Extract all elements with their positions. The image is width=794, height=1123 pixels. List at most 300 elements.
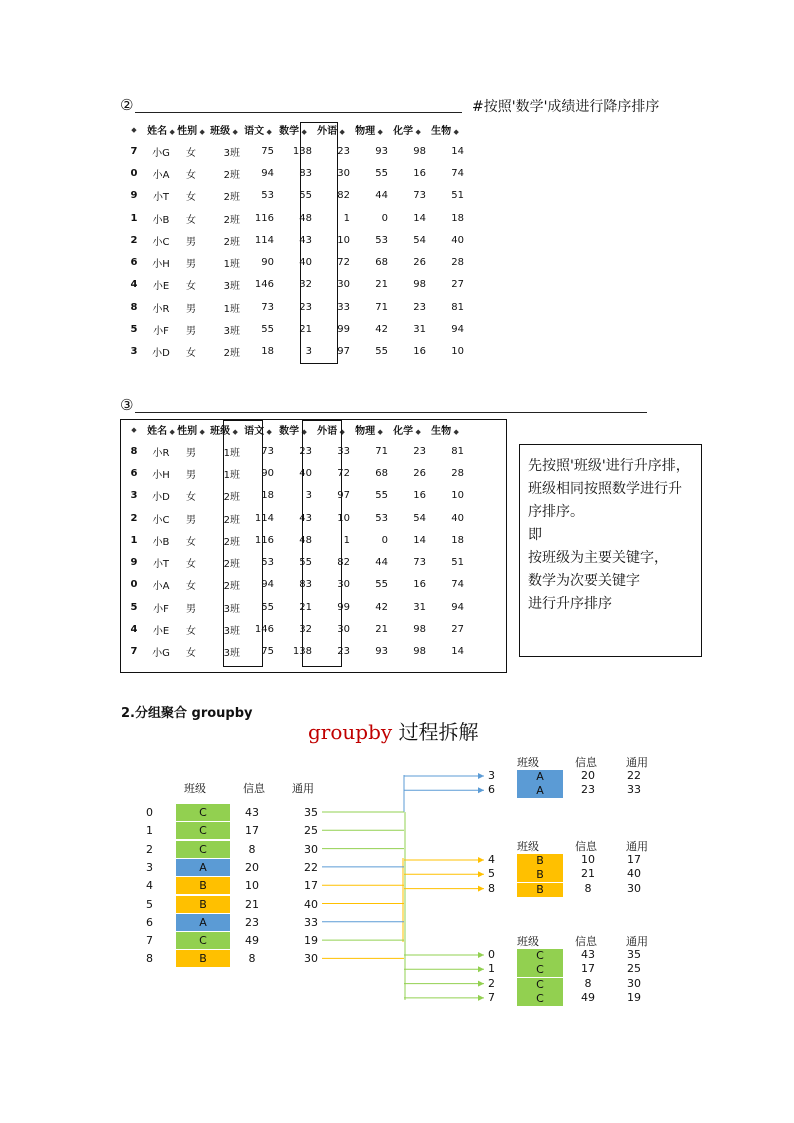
table-cell: 72 — [337, 467, 350, 479]
table-cell: 23 — [413, 445, 426, 457]
table-cell: 男 — [186, 326, 196, 338]
table-cell: 40 — [299, 467, 312, 479]
arrow-head — [478, 981, 484, 987]
table-cell: 3 — [305, 346, 312, 358]
table-cell: 54 — [413, 512, 426, 524]
table-cell: 114 — [254, 234, 274, 246]
row-index: 9 — [130, 557, 138, 569]
table-cell: 14 — [413, 534, 426, 546]
table-cell: 73 — [261, 301, 274, 313]
table-cell: 73 — [413, 190, 426, 202]
table-cell: 42 — [375, 601, 388, 613]
sort-icon[interactable]: ◆ — [131, 125, 137, 134]
class-cell-A: A — [517, 784, 563, 798]
sort-icon[interactable]: ◆ — [230, 427, 238, 436]
table-cell: 1班 — [223, 259, 240, 271]
table-cell: 94 — [261, 167, 274, 179]
table-cell: 72 — [337, 257, 350, 269]
table-cell: 99 — [337, 324, 350, 336]
class-cell-A: A — [176, 859, 230, 876]
table-cell: 74 — [451, 167, 464, 179]
table-cell: 0 — [381, 212, 388, 224]
sort-icon[interactable]: ◆ — [167, 427, 175, 436]
table-cell: 90 — [261, 467, 274, 479]
table-cell: 21 — [299, 324, 312, 336]
column-header-label: 化学 — [393, 125, 414, 137]
table-cell: 女 — [186, 281, 196, 293]
table-cell: 23 — [337, 145, 350, 157]
class-cell-B: B — [517, 883, 563, 897]
row-index: 8 — [130, 301, 138, 313]
row-index: 6 — [130, 257, 138, 269]
sort-icon[interactable]: ◆ — [337, 127, 345, 136]
sort-icon[interactable]: ◆ — [197, 427, 205, 436]
table-cell: 40 — [451, 512, 464, 524]
table-cell: 16 — [413, 490, 426, 502]
table-cell: 3班 — [223, 603, 240, 615]
table-cell: 53 — [375, 512, 388, 524]
row-index: 4 — [130, 624, 138, 636]
table-cell: 44 — [375, 190, 388, 202]
table-cell: 2班 — [223, 236, 240, 248]
table-cell: 146 — [254, 624, 274, 636]
src-info: 8 — [248, 952, 256, 966]
src-info: 8 — [248, 842, 256, 856]
column-header-label: 语文 — [244, 425, 265, 437]
column-header-label: 姓名 — [147, 425, 168, 437]
arrow-head — [478, 995, 484, 1001]
table-cell: 女 — [186, 536, 196, 548]
src-info: 17 — [245, 824, 259, 838]
arrow-head — [478, 857, 484, 863]
note-line-3: 按班级为主要关键字， — [528, 550, 668, 566]
sort-icon[interactable]: ◆ — [131, 425, 137, 434]
table-cell: 18 — [261, 346, 274, 358]
table-cell: 55 — [375, 490, 388, 502]
table-cell: 55 — [375, 579, 388, 591]
column-header-label: 化学 — [393, 425, 414, 437]
table-cell: 2班 — [223, 536, 240, 548]
class-cell-C: C — [517, 992, 563, 1006]
src-index: 4 — [146, 879, 153, 893]
table-cell: 23 — [337, 646, 350, 658]
table-cell: 女 — [186, 192, 196, 204]
sort-icon[interactable]: ◆ — [299, 127, 307, 136]
src-general: 22 — [304, 860, 318, 874]
row-index: 3 — [130, 346, 138, 358]
table-cell: 男 — [186, 447, 196, 459]
column-header-label: 生物 — [431, 425, 452, 437]
arrow-head — [478, 787, 484, 793]
src-index: 7 — [146, 934, 153, 948]
table-cell: 1班 — [223, 469, 240, 481]
table-cell: 16 — [413, 346, 426, 358]
src-general: 40 — [304, 897, 318, 911]
group-index: 2 — [488, 976, 495, 990]
table-cell: 55 — [375, 167, 388, 179]
table-cell: 女 — [186, 169, 196, 181]
table-cell: 146 — [254, 279, 274, 291]
row-index: 7 — [130, 145, 138, 157]
class-cell-C: C — [176, 841, 230, 858]
class-cell-A: A — [517, 770, 563, 784]
sort-icon[interactable]: ◆ — [451, 127, 459, 136]
table-cell: 2班 — [223, 348, 240, 360]
group-general: 40 — [627, 867, 641, 881]
table-cell: 2班 — [223, 169, 240, 181]
class-cell-A: A — [176, 914, 230, 931]
table-cell: 55 — [261, 601, 274, 613]
group-header-class: 班级 — [517, 756, 539, 769]
class-cell-C: C — [176, 932, 230, 949]
table-cell: 女 — [186, 214, 196, 226]
row-index: 1 — [130, 212, 138, 224]
table-cell: 98 — [413, 279, 426, 291]
table-cell: 138 — [292, 145, 312, 157]
group-index: 3 — [488, 769, 495, 782]
table-cell: 小R — [152, 303, 170, 315]
arrow-head — [478, 886, 484, 892]
table-cell: 3 — [305, 490, 312, 502]
sort-icon[interactable]: ◆ — [337, 427, 345, 436]
table-cell: 10 — [337, 512, 350, 524]
table-cell: 82 — [337, 557, 350, 569]
table-cell: 小E — [152, 281, 170, 293]
table-cell: 27 — [451, 279, 464, 291]
group-index: 1 — [488, 962, 495, 976]
group-general: 25 — [627, 962, 641, 976]
table-cell: 小T — [152, 559, 170, 571]
table-cell: 女 — [186, 348, 196, 360]
table-cell: 小A — [152, 169, 170, 181]
group-info: 8 — [584, 881, 592, 895]
table-cell: 26 — [413, 467, 426, 479]
sort-icon[interactable]: ◆ — [375, 427, 383, 436]
group-header-general: 通用 — [626, 935, 648, 948]
table-cell: 83 — [299, 579, 312, 591]
sort-icon[interactable]: ◆ — [264, 427, 272, 436]
table-cell: 55 — [299, 190, 312, 202]
table-cell: 98 — [413, 145, 426, 157]
table-cell: 小F — [153, 326, 169, 338]
src-general: 33 — [304, 915, 318, 929]
table-cell: 2班 — [223, 559, 240, 571]
src-index: 5 — [146, 897, 153, 911]
table-cell: 51 — [451, 190, 464, 202]
table-cell: 2班 — [223, 492, 240, 504]
src-header-general: 通用 — [292, 782, 314, 795]
table-cell: 2班 — [223, 214, 240, 226]
table-cell: 30 — [337, 167, 350, 179]
src-index: 8 — [146, 952, 153, 966]
table-cell: 99 — [337, 601, 350, 613]
table-cell: 18 — [261, 490, 274, 502]
section-3-label: ③ — [120, 396, 134, 414]
row-index: 9 — [130, 190, 138, 202]
table-cell: 23 — [299, 445, 312, 457]
group-general: 17 — [627, 853, 641, 866]
class-cell-B: B — [176, 896, 230, 913]
group-info: 20 — [581, 769, 595, 782]
group-general: 30 — [627, 881, 641, 895]
src-index: 0 — [146, 806, 153, 819]
table-cell: 31 — [413, 601, 426, 613]
table-cell: 53 — [375, 234, 388, 246]
group-index: 7 — [488, 990, 495, 1004]
table-cell: 114 — [254, 512, 274, 524]
table-cell: 90 — [261, 257, 274, 269]
table-cell: 男 — [186, 514, 196, 526]
table-cell: 18 — [451, 534, 464, 546]
row-index: 2 — [130, 234, 138, 246]
row-index: 2 — [130, 512, 138, 524]
sort-icon[interactable]: ◆ — [167, 127, 175, 136]
table-cell: 98 — [413, 646, 426, 658]
group-header-general: 通用 — [626, 756, 648, 769]
group-index: 6 — [488, 783, 495, 797]
table-cell: 40 — [451, 234, 464, 246]
group-general: 35 — [627, 948, 641, 961]
table-cell: 68 — [375, 467, 388, 479]
group-header-info: 信息 — [575, 756, 597, 769]
table-cell: 97 — [337, 490, 350, 502]
class-cell-C: C — [517, 949, 563, 963]
src-general: 35 — [304, 806, 318, 819]
table-cell: 1 — [343, 212, 350, 224]
table-cell: 71 — [375, 445, 388, 457]
group-header-info: 信息 — [575, 840, 597, 853]
table-cell: 小R — [152, 447, 170, 459]
table-cell: 53 — [261, 190, 274, 202]
table-cell: 68 — [375, 257, 388, 269]
src-info: 49 — [245, 934, 259, 948]
table-cell: 0 — [381, 534, 388, 546]
table-cell: 27 — [451, 624, 464, 636]
row-index: 0 — [130, 167, 138, 179]
column-header-label: 班级 — [210, 125, 231, 137]
class-cell-B: B — [176, 877, 230, 894]
group-index: 5 — [488, 867, 495, 881]
table-cell: 26 — [413, 257, 426, 269]
group-header-general: 通用 — [626, 840, 648, 853]
note-line-1: 先按照'班级'进行升序排，班级相同按照数学进行升序排序。 — [528, 458, 690, 520]
table-cell: 小C — [152, 236, 170, 248]
sort-icon[interactable]: ◆ — [413, 427, 421, 436]
table-cell: 女 — [186, 648, 196, 660]
src-header-class: 班级 — [184, 782, 206, 795]
table-cell: 16 — [413, 579, 426, 591]
table-cell: 3班 — [223, 147, 240, 159]
table-cell: 小C — [152, 514, 170, 526]
table-cell: 28 — [451, 467, 464, 479]
table-cell: 小A — [152, 581, 170, 593]
class-cell-C: C — [517, 978, 563, 992]
row-index: 6 — [130, 467, 138, 479]
group-info: 43 — [581, 948, 595, 961]
group-general: 33 — [627, 783, 641, 797]
table-cell: 10 — [451, 490, 464, 502]
column-header-label: 数学 — [279, 425, 300, 437]
sort-icon[interactable]: ◆ — [230, 127, 238, 136]
group-info: 21 — [581, 867, 595, 881]
column-header-label: 外语 — [317, 425, 338, 437]
table-cell: 54 — [413, 234, 426, 246]
table-cell: 73 — [413, 557, 426, 569]
group-index: 8 — [488, 881, 495, 895]
row-index: 4 — [130, 279, 138, 291]
table-cell: 138 — [292, 646, 312, 658]
table-cell: 32 — [299, 624, 312, 636]
table-cell: 女 — [186, 492, 196, 504]
src-index: 3 — [146, 860, 153, 874]
table-cell: 3班 — [223, 648, 240, 660]
table-cell: 男 — [186, 236, 196, 248]
src-info: 10 — [245, 879, 259, 893]
group-index: 4 — [488, 853, 495, 866]
table-cell: 小G — [152, 147, 170, 159]
table-cell: 93 — [375, 646, 388, 658]
row-index: 5 — [130, 601, 138, 613]
sort-icon[interactable]: ◆ — [413, 127, 421, 136]
src-general: 19 — [304, 934, 318, 948]
table-cell: 48 — [299, 534, 312, 546]
class-cell-B: B — [517, 854, 563, 868]
table-cell: 小D — [152, 492, 170, 504]
column-header-label: 物理 — [355, 425, 376, 437]
table-cell: 116 — [254, 212, 274, 224]
src-info: 20 — [245, 860, 259, 874]
class-cell-B: B — [176, 950, 230, 967]
src-index: 1 — [146, 824, 153, 838]
row-index: 7 — [130, 646, 138, 658]
table-cell: 74 — [451, 579, 464, 591]
sort-icon[interactable]: ◆ — [299, 427, 307, 436]
arrow-head — [478, 966, 484, 972]
group-info: 17 — [581, 962, 595, 976]
group-header-info: 信息 — [575, 935, 597, 948]
row-index: 3 — [130, 490, 138, 502]
column-header-label: 生物 — [431, 125, 452, 137]
group-info: 23 — [581, 783, 595, 797]
group-general: 19 — [627, 990, 641, 1004]
sort-icon[interactable]: ◆ — [264, 127, 272, 136]
table-cell: 小H — [152, 469, 170, 481]
src-header-info: 信息 — [243, 782, 265, 795]
table-cell: 97 — [337, 346, 350, 358]
table-cell: 53 — [261, 557, 274, 569]
table-cell: 23 — [413, 301, 426, 313]
groupby-section-title: 2.分组聚合 groupby — [121, 706, 253, 721]
table-cell: 40 — [299, 257, 312, 269]
groupby-diagram-title: groupby 过程拆解 — [308, 720, 479, 744]
table-cell: 14 — [413, 212, 426, 224]
table-cell: 女 — [186, 626, 196, 638]
column-header-label: 班级 — [210, 425, 231, 437]
group-info: 49 — [581, 990, 595, 1004]
table-cell: 94 — [451, 601, 464, 613]
row-index: 1 — [130, 534, 138, 546]
table-cell: 83 — [299, 167, 312, 179]
sort-icon[interactable]: ◆ — [451, 427, 459, 436]
src-general: 30 — [304, 842, 318, 856]
arrow-head — [478, 871, 484, 877]
table-cell: 30 — [337, 579, 350, 591]
table-cell: 98 — [413, 624, 426, 636]
table-cell: 44 — [375, 557, 388, 569]
class-cell-C: C — [176, 804, 230, 821]
table-cell: 女 — [186, 559, 196, 571]
class-cell-C: C — [517, 963, 563, 977]
table-cell: 55 — [261, 324, 274, 336]
group-info: 8 — [584, 976, 592, 990]
column-header-label: 性别 — [177, 125, 198, 137]
table-cell: 33 — [337, 445, 350, 457]
table-cell: 75 — [261, 646, 274, 658]
table-cell: 21 — [375, 624, 388, 636]
table-cell: 女 — [186, 581, 196, 593]
table-cell: 30 — [337, 279, 350, 291]
sort-icon[interactable]: ◆ — [197, 127, 205, 136]
note-line-5: 进行升序排序 — [528, 596, 612, 612]
column-header-label: 数学 — [279, 125, 300, 137]
table-cell: 51 — [451, 557, 464, 569]
table-cell: 男 — [186, 303, 196, 315]
table-cell: 71 — [375, 301, 388, 313]
note-line-4: 数学为次要关键字 — [528, 573, 640, 589]
table-cell: 小F — [153, 603, 169, 615]
table-cell: 55 — [299, 557, 312, 569]
group-index: 0 — [488, 948, 495, 961]
table-cell: 小E — [152, 626, 170, 638]
src-info: 21 — [245, 897, 259, 911]
table-cell: 3班 — [223, 326, 240, 338]
table-cell: 94 — [261, 579, 274, 591]
table-cell: 93 — [375, 145, 388, 157]
arrow-head — [478, 773, 484, 779]
group-general: 22 — [627, 769, 641, 782]
table-cell: 14 — [451, 145, 464, 157]
table-cell: 3班 — [223, 626, 240, 638]
table-cell: 81 — [451, 301, 464, 313]
table-cell: 2班 — [223, 514, 240, 526]
table-cell: 1班 — [223, 447, 240, 459]
column-header-label: 性别 — [177, 425, 198, 437]
table-cell: 2班 — [223, 192, 240, 204]
column-header-label: 外语 — [317, 125, 338, 137]
table-cell: 33 — [337, 301, 350, 313]
table-cell: 2班 — [223, 581, 240, 593]
table-cell: 94 — [451, 324, 464, 336]
column-header-label: 姓名 — [147, 125, 168, 137]
src-general: 17 — [304, 879, 318, 893]
table-cell: 55 — [375, 346, 388, 358]
table-cell: 48 — [299, 212, 312, 224]
src-index: 6 — [146, 915, 153, 929]
table-cell: 小G — [152, 648, 170, 660]
row-index: 8 — [130, 445, 138, 457]
table-cell: 10 — [337, 234, 350, 246]
column-header-label: 物理 — [355, 125, 376, 137]
table-cell: 30 — [337, 624, 350, 636]
table-cell: 小T — [152, 192, 170, 204]
table-cell: 男 — [186, 603, 196, 615]
src-general: 25 — [304, 824, 318, 838]
table-cell: 小D — [152, 348, 170, 360]
table-cell: 28 — [451, 257, 464, 269]
table-cell: 14 — [451, 646, 464, 658]
sort-icon[interactable]: ◆ — [375, 127, 383, 136]
src-index: 2 — [146, 842, 153, 856]
